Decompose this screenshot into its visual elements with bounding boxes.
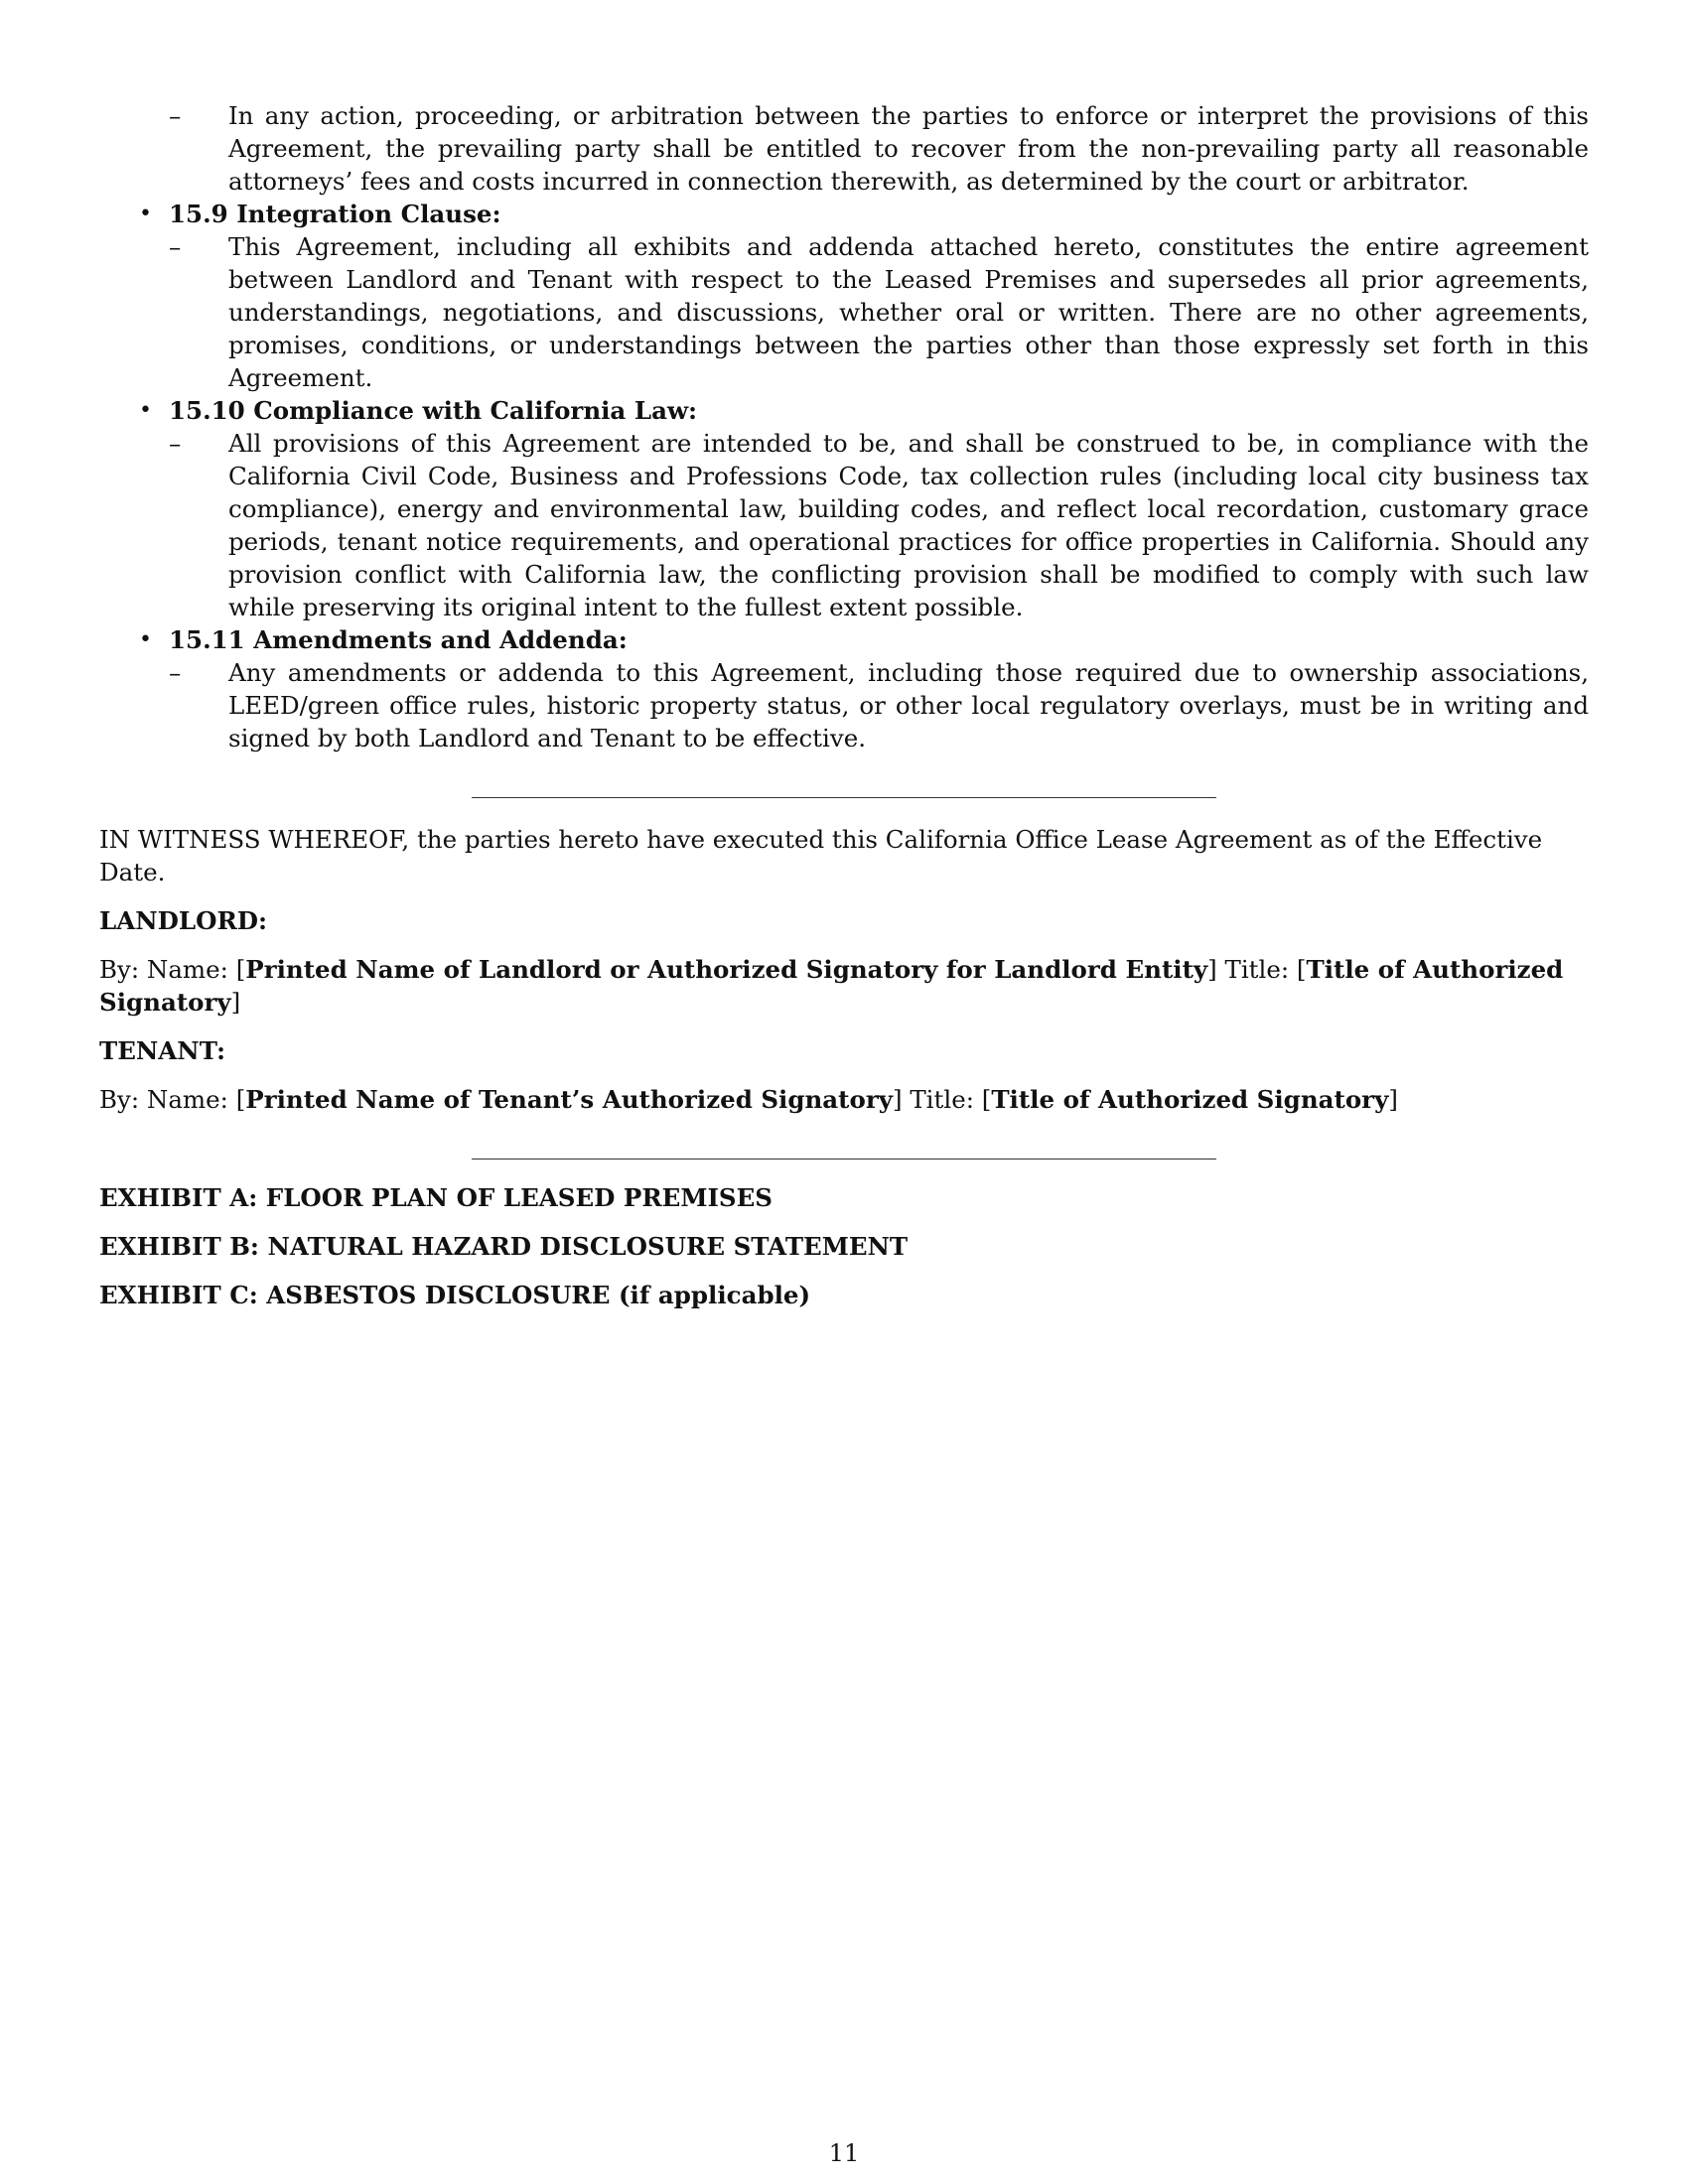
bracket: [	[981, 1085, 992, 1114]
bullet-marker: •	[139, 627, 152, 652]
bullet-marker: •	[139, 202, 152, 226]
dash-marker: –	[169, 658, 182, 687]
section-body	[169, 230, 1589, 394]
page-number: 11	[828, 2139, 860, 2167]
exhibit-a-heading: EXHIBIT A: FLOOR PLAN OF LEASED PREMISES	[99, 1183, 773, 1212]
horizontal-divider	[472, 797, 1216, 798]
exhibit-c-heading: EXHIBIT C: ASBESTOS DISCLOSURE (if applicable)	[99, 1281, 811, 1309]
witness-statement: IN WITNESS WHEREOF, the parties hereto have executed this California Office Lease Agreement as of the Effective Date.	[99, 825, 1543, 887]
bracket: ]	[230, 988, 241, 1017]
section-body	[169, 427, 1589, 623]
section-body-text: This Agreement, including all exhibits and addenda attached hereto, constitutes the entire agreement between Landlord and Tenant with respect to the Leased Premises and supersedes all prior agreements, understandings, negotiations, and discussions, whether oral or written. There are no other agreements, promises, conditions, or understandings between the parties other than those expressly set forth in this Agreement.	[228, 232, 1589, 392]
tenant-heading: TENANT:	[99, 1036, 226, 1065]
attorneys-fees-clause	[169, 99, 1589, 198]
section-body-text: Any amendments or addenda to this Agreement, including those required due to ownership associations, LEED/green office rules, historic property status, or other local regulatory overlays, must be in writing and signed by both Landlord and Tenant to be effective.	[228, 658, 1589, 752]
bracket: ]	[1207, 955, 1217, 984]
tenant-title-label: Title:	[910, 1085, 974, 1114]
bullet-marker: •	[139, 398, 152, 423]
tenant-by-label: By: Name:	[99, 1085, 228, 1114]
bracket: ]	[892, 1085, 903, 1114]
section-list	[99, 198, 1589, 754]
section-item	[99, 198, 1589, 230]
landlord-signature-block	[99, 953, 1589, 1019]
landlord-title-label: Title:	[1224, 955, 1290, 984]
tenant-signature-block	[99, 1083, 1589, 1116]
bracket: [	[235, 955, 246, 984]
dash-marker: –	[169, 232, 182, 261]
section-item	[99, 394, 1589, 427]
dash-marker: –	[169, 429, 182, 458]
bracket: [	[235, 1085, 246, 1114]
landlord-title-placeholder: Title of Authorized Signatory	[99, 955, 1564, 1017]
section-title: 15.9 Integration Clause:	[169, 200, 501, 228]
section-title: 15.10 Compliance with California Law:	[169, 396, 698, 425]
landlord-by-label: By: Name:	[99, 955, 228, 984]
landlord-heading: LANDLORD:	[99, 906, 268, 935]
section-item	[99, 623, 1589, 656]
section-title: 15.11 Amendments and Addenda:	[169, 625, 628, 654]
horizontal-divider	[472, 1159, 1216, 1160]
document-page	[99, 99, 1589, 1311]
tenant-name-placeholder: Printed Name of Tenant’s Authorized Signatory	[245, 1085, 893, 1114]
dash-marker: –	[169, 101, 182, 130]
bracket: [	[1296, 955, 1307, 984]
tenant-title-placeholder: Title of Authorized Signatory	[991, 1085, 1389, 1114]
section-body	[169, 656, 1589, 754]
landlord-name-placeholder: Printed Name of Landlord or Authorized Signatory for Landlord Entity	[245, 955, 1208, 984]
clause-text: In any action, proceeding, or arbitration between the parties to enforce or interpret the provisions of this Agreement, the prevailing party shall be entitled to recover from the non-prevailing party all reasonable attorneys’ fees and costs incurred in connection therewith, as determined by the court or arbitrator.	[228, 101, 1589, 196]
bracket: ]	[1388, 1085, 1398, 1114]
exhibit-b-heading: EXHIBIT B: NATURAL HAZARD DISCLOSURE STATEMENT	[99, 1232, 909, 1261]
section-body-text: All provisions of this Agreement are intended to be, and shall be construed to be, in compliance with the California Civil Code, Business and Professions Code, tax collection rules (including local city business tax compliance), energy and environmental law, building codes, and reflect local recordation, customary grace periods, tenant notice requirements, and operational practices for office properties in California. Should any provision conflict with California law, the conflicting provision shall be modified to comply with such law while preserving its original intent to the fullest extent possible.	[228, 429, 1589, 621]
